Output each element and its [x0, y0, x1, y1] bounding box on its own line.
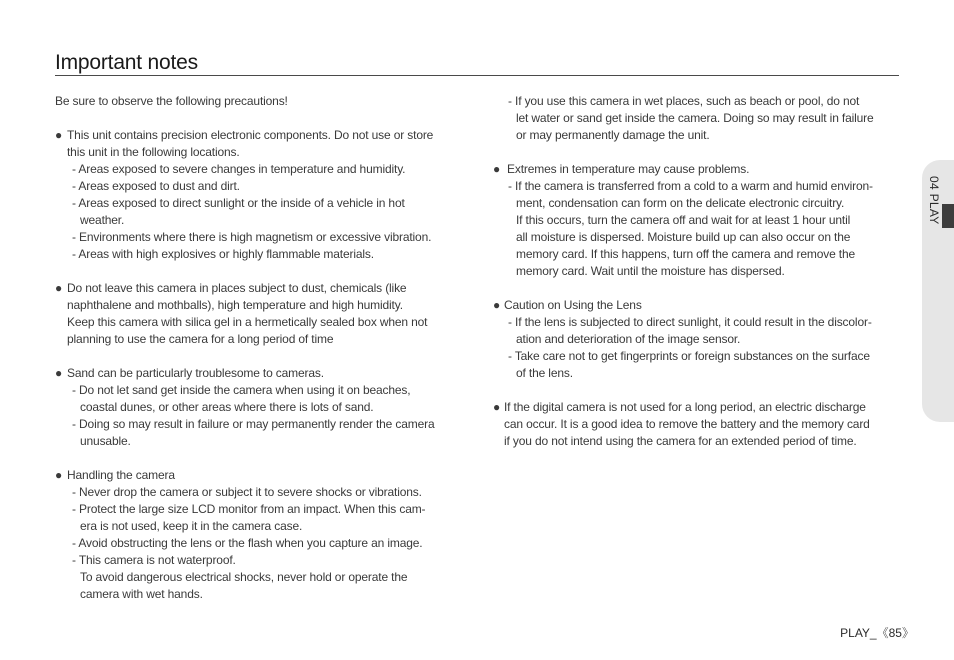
sub-item-cont: all moisture is dispersed. Moisture build up can also occur on the — [516, 230, 851, 244]
bullet-text: can occur. It is a good idea to remove the battery and the memory card — [504, 417, 870, 431]
bullet-temperature — [493, 161, 903, 280]
bullet-text: naphthalene and mothballs), high temperature and high humidity. — [67, 298, 403, 312]
bullet-lens — [493, 297, 903, 382]
page-footer — [840, 624, 914, 641]
sub-item-cont: or may permanently damage the unit. — [516, 128, 710, 142]
bullet-text: planning to use the camera for a long period of time — [67, 332, 334, 346]
sub-item-cont: To avoid dangerous electrical shocks, never hold or operate the — [80, 570, 408, 584]
sub-item-cont: let water or sand get inside the camera. Doing so may result in failure — [516, 111, 874, 125]
bullet-text: This unit contains precision electronic components. Do not use or store — [67, 128, 434, 142]
bullet-text: Handling the camera — [67, 468, 175, 482]
sub-item: - If you use this camera in wet places, such as beach or pool, do not — [508, 94, 860, 108]
page-title: Important notes — [55, 51, 198, 74]
sub-item-cont: of the lens. — [516, 366, 573, 380]
sub-item-cont: weather. — [80, 213, 125, 227]
page-number-close: 》 — [901, 626, 914, 640]
bullet-text: Caution on Using the Lens — [504, 298, 642, 312]
sub-item-cont: era is not used, keep it in the camera case. — [80, 519, 303, 533]
sub-item: - Areas exposed to severe changes in temperature and humidity. — [72, 162, 406, 176]
bullet-text: Sand can be particularly troublesome to cameras. — [67, 366, 324, 380]
bullet-text: Keep this camera with silica gel in a hermetically sealed box when not — [67, 315, 428, 329]
bullet-icon: ● — [55, 366, 63, 380]
bullet-text: Extremes in temperature may cause problems. — [507, 162, 750, 176]
sub-item-cont: ment, condensation can form on the delicate electronic circuitry. — [516, 196, 845, 210]
footer-section: PLAY_ — [840, 626, 877, 640]
bullet-discharge — [493, 399, 903, 450]
bullet-icon: ● — [55, 128, 63, 142]
bullet-text: Do not leave this camera in places subject to dust, chemicals (like — [67, 281, 407, 295]
sub-item-cont: coastal dunes, or other areas where there is lots of sand. — [80, 400, 374, 414]
bullet-sand — [55, 365, 465, 450]
page-number: 85 — [888, 626, 902, 640]
sub-item: - Do not let sand get inside the camera when using it on beaches, — [72, 383, 411, 397]
sub-item: - If the camera is transferred from a cold to a warm and humid environ- — [508, 179, 873, 193]
bullet-icon: ● — [55, 468, 63, 482]
bullet-text: If the digital camera is not used for a long period, an electric discharge — [504, 400, 866, 414]
sub-item-cont: unusable. — [80, 434, 131, 448]
sub-item-cont: camera with wet hands. — [80, 587, 203, 601]
sub-item: - Areas exposed to dust and dirt. — [72, 179, 240, 193]
bullet-icon: ● — [493, 400, 501, 414]
sub-item: - This camera is not waterproof. — [72, 553, 236, 567]
sub-item: - Never drop the camera or subject it to severe shocks or vibrations. — [72, 485, 422, 499]
sub-item-cont: memory card. Wait until the moisture has dispersed. — [516, 264, 785, 278]
intro-text: Be sure to observe the following precautions! — [55, 94, 288, 108]
sub-item: - Areas with high explosives or highly flammable materials. — [72, 247, 374, 261]
sub-item-cont: ation and deterioration of the image sensor. — [516, 332, 741, 346]
bullet-icon: ● — [493, 162, 501, 176]
bullet-text: this unit in the following locations. — [67, 145, 240, 159]
bullet-locations — [55, 127, 465, 263]
right-column — [493, 93, 903, 450]
sub-item: - Avoid obstructing the lens or the flash when you capture an image. — [72, 536, 423, 550]
title-divider — [55, 75, 899, 76]
sub-item-cont: If this occurs, turn the camera off and wait for at least 1 hour until — [516, 213, 851, 227]
sub-item: - If the lens is subjected to direct sunlight, it could result in the discolor- — [508, 315, 872, 329]
sub-item: - Environments where there is high magnetism or excessive vibration. — [72, 230, 432, 244]
left-column — [55, 93, 465, 603]
wet-places-note — [493, 93, 903, 144]
bullet-icon: ● — [493, 298, 501, 312]
bullet-storage — [55, 280, 465, 348]
sub-item: - Doing so may result in failure or may permanently render the camera — [72, 417, 435, 431]
section-tab-marker — [942, 204, 954, 228]
sub-item-cont: memory card. If this happens, turn off the camera and remove the — [516, 247, 856, 261]
section-tab-label: 04 PLAY — [927, 176, 941, 225]
bullet-handling — [55, 467, 465, 603]
page-number-open: 《 — [876, 626, 889, 640]
sub-item: - Areas exposed to direct sunlight or the inside of a vehicle in hot — [72, 196, 405, 210]
bullet-text: if you do not intend using the camera for an extended period of time. — [504, 434, 857, 448]
bullet-icon: ● — [55, 281, 63, 295]
sub-item: - Protect the large size LCD monitor from an impact. When this cam- — [72, 502, 426, 516]
sub-item: - Take care not to get fingerprints or foreign substances on the surface — [508, 349, 870, 363]
